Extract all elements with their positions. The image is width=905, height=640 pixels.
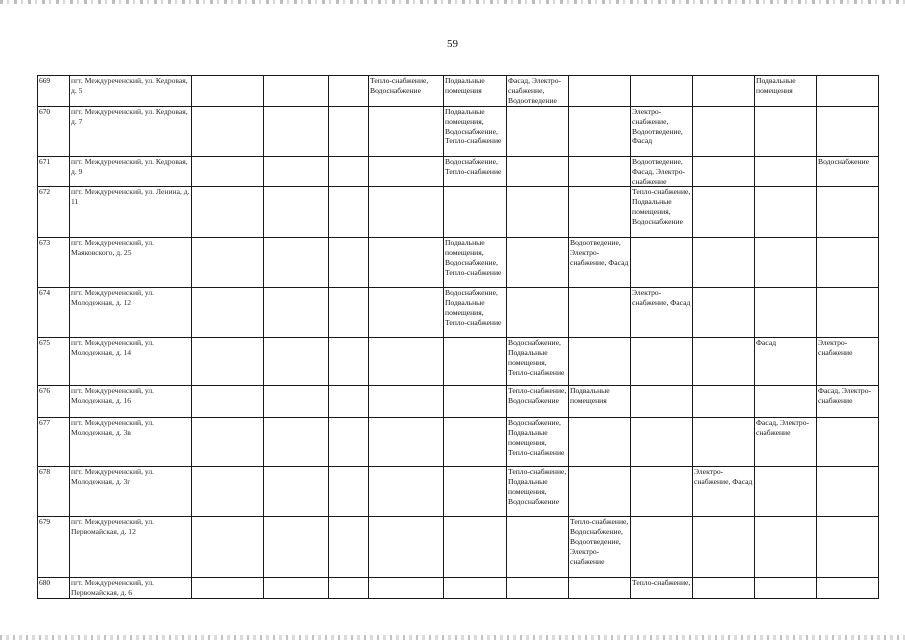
work-cell: Фасад, Электро-снабжение xyxy=(755,418,817,467)
row-number: 676 xyxy=(38,386,70,418)
work-cell xyxy=(631,386,693,418)
work-cell xyxy=(693,238,755,288)
work-cell xyxy=(369,467,444,517)
work-cell xyxy=(507,157,569,187)
work-cell xyxy=(264,578,329,599)
table-row xyxy=(38,107,879,157)
work-cell xyxy=(817,76,879,107)
work-cell xyxy=(329,238,369,288)
work-cell xyxy=(329,288,369,338)
work-cell xyxy=(192,157,264,187)
address-cell: пгт. Междуреченский, ул. Молодежная, д. 3г xyxy=(70,467,192,517)
table-row xyxy=(38,418,879,467)
work-cell xyxy=(264,238,329,288)
work-cell xyxy=(264,517,329,578)
table-row xyxy=(38,187,879,238)
work-cell xyxy=(693,187,755,238)
table-row xyxy=(38,157,879,187)
work-cell xyxy=(329,578,369,599)
work-cell xyxy=(569,157,631,187)
work-cell xyxy=(444,338,507,386)
work-cell xyxy=(329,418,369,467)
row-number: 673 xyxy=(38,238,70,288)
work-cell xyxy=(329,338,369,386)
work-cell xyxy=(507,517,569,578)
work-cell xyxy=(192,338,264,386)
scan-edge-bottom xyxy=(0,635,905,640)
work-cell xyxy=(569,107,631,157)
row-number: 669 xyxy=(38,76,70,107)
row-number: 678 xyxy=(38,467,70,517)
work-cell xyxy=(569,467,631,517)
address-cell: пгт. Междуреченский, ул. Первомайская, д. 6 xyxy=(70,578,192,599)
work-cell xyxy=(192,467,264,517)
work-cell xyxy=(192,386,264,418)
work-cell xyxy=(192,187,264,238)
address-cell: пгт. Междуреченский, ул. Кедровая, д. 5 xyxy=(70,76,192,107)
work-cell xyxy=(755,467,817,517)
row-number: 677 xyxy=(38,418,70,467)
work-cell: Электро-снабжение xyxy=(817,338,879,386)
address-cell: пгт. Междуреченский, ул. Молодежная, д. 12 xyxy=(70,288,192,338)
table-row xyxy=(38,238,879,288)
address-cell: пгт. Междуреченский, ул. Ленина, д. 11 xyxy=(70,187,192,238)
work-cell xyxy=(369,107,444,157)
work-cell xyxy=(817,238,879,288)
work-cell xyxy=(631,418,693,467)
work-cell xyxy=(755,578,817,599)
row-number: 674 xyxy=(38,288,70,338)
work-cell xyxy=(693,76,755,107)
address-cell: пгт. Междуреченский, ул. Маяковского, д. 25 xyxy=(70,238,192,288)
work-cell xyxy=(631,467,693,517)
row-number: 671 xyxy=(38,157,70,187)
work-cell: Водоотведение, Фасад, Электро-снабжение xyxy=(631,157,693,187)
work-cell xyxy=(817,288,879,338)
work-cell xyxy=(329,517,369,578)
address-cell: пгт. Междуреченский, ул. Молодежная, д. 16 xyxy=(70,386,192,418)
work-cell: Тепло-снабжение, Подвальные помещения, Водоснабжение xyxy=(507,467,569,517)
row-number: 679 xyxy=(38,517,70,578)
work-cell xyxy=(192,76,264,107)
work-cell xyxy=(369,418,444,467)
work-cell xyxy=(569,418,631,467)
table-row xyxy=(38,76,879,107)
work-cell: Фасад xyxy=(755,338,817,386)
work-cell xyxy=(444,386,507,418)
work-cell xyxy=(264,288,329,338)
table-row xyxy=(38,578,879,599)
work-cell xyxy=(693,338,755,386)
work-cell xyxy=(755,288,817,338)
repair-schedule-table xyxy=(37,75,879,599)
work-cell: Подвальные помещения xyxy=(569,386,631,418)
work-cell xyxy=(264,338,329,386)
work-cell xyxy=(369,338,444,386)
scan-edge-top xyxy=(0,0,905,4)
work-cell: Тепло-снабжение, Водоснабжение xyxy=(507,386,569,418)
work-cell: Подвальные помещения, Водоснабжение, Тепло-снабжение xyxy=(444,238,507,288)
address-cell: пгт. Междуреченский, ул. Молодежная, д. 3в xyxy=(70,418,192,467)
work-cell xyxy=(369,187,444,238)
table-row xyxy=(38,517,879,578)
address-cell: пгт. Междуреченский, ул. Кедровая, д. 9 xyxy=(70,157,192,187)
table-row xyxy=(38,467,879,517)
work-cell xyxy=(369,288,444,338)
work-cell xyxy=(264,76,329,107)
table-row xyxy=(38,386,879,418)
work-cell: Тепло-снабжение, Водоснабжение xyxy=(369,76,444,107)
work-cell xyxy=(264,386,329,418)
row-number: 680 xyxy=(38,578,70,599)
work-cell xyxy=(693,578,755,599)
work-cell xyxy=(369,238,444,288)
work-cell xyxy=(192,578,264,599)
work-cell xyxy=(444,187,507,238)
work-cell: Фасад, Электро-снабжение, Водоотведение xyxy=(507,76,569,107)
work-cell xyxy=(329,107,369,157)
work-cell: Водоснабжение xyxy=(817,157,879,187)
work-cell xyxy=(755,238,817,288)
work-cell: Водоотведение, Электро-снабжение, Фасад xyxy=(569,238,631,288)
work-cell xyxy=(507,238,569,288)
work-cell xyxy=(693,517,755,578)
work-cell: Подвальные помещения xyxy=(755,76,817,107)
work-cell xyxy=(755,517,817,578)
work-cell xyxy=(329,467,369,517)
row-number: 675 xyxy=(38,338,70,386)
work-cell xyxy=(569,288,631,338)
work-cell xyxy=(569,338,631,386)
work-cell xyxy=(631,517,693,578)
work-cell xyxy=(817,187,879,238)
work-cell xyxy=(369,157,444,187)
work-cell: Водоснабжение, Подвальные помещения, Тепло-снабжение xyxy=(507,418,569,467)
work-cell xyxy=(329,386,369,418)
work-cell xyxy=(264,157,329,187)
work-cell xyxy=(817,467,879,517)
work-cell: Электро-снабжение, Фасад xyxy=(631,288,693,338)
work-cell xyxy=(631,338,693,386)
work-cell xyxy=(755,157,817,187)
work-cell xyxy=(817,517,879,578)
work-cell: Водоснабжение, Подвальные помещения, Тепло-снабжение xyxy=(507,338,569,386)
work-cell: Тепло-снабжение, xyxy=(631,578,693,599)
work-cell xyxy=(264,107,329,157)
work-cell xyxy=(693,107,755,157)
row-number: 672 xyxy=(38,187,70,238)
work-cell xyxy=(817,107,879,157)
work-cell: Подвальные помещения xyxy=(444,76,507,107)
work-cell xyxy=(444,578,507,599)
table-row xyxy=(38,338,879,386)
work-cell xyxy=(192,517,264,578)
work-cell: Электро-снабжение, Водоотведение, Фасад xyxy=(631,107,693,157)
work-cell xyxy=(693,157,755,187)
work-cell xyxy=(329,187,369,238)
work-cell xyxy=(693,288,755,338)
work-cell: Тепло-снабжение, Подвальные помещения, Водоснабжение xyxy=(631,187,693,238)
work-cell: Тепло-снабжение, Водоснабжение, Водоотведение, Электро-снабжение xyxy=(569,517,631,578)
work-cell xyxy=(444,467,507,517)
work-cell xyxy=(755,187,817,238)
work-cell xyxy=(817,418,879,467)
address-cell: пгт. Междуреченский, ул. Кедровая, д. 7 xyxy=(70,107,192,157)
work-cell xyxy=(631,76,693,107)
work-cell xyxy=(507,187,569,238)
work-cell xyxy=(444,517,507,578)
work-cell xyxy=(369,386,444,418)
work-cell: Электро-снабжение, Фасад xyxy=(693,467,755,517)
work-cell xyxy=(631,238,693,288)
work-cell: Фасад, Электро-снабжение xyxy=(817,386,879,418)
address-cell: пгт. Междуреченский, ул. Молодежная, д. 14 xyxy=(70,338,192,386)
work-cell xyxy=(264,418,329,467)
work-cell xyxy=(192,418,264,467)
work-cell xyxy=(192,107,264,157)
work-cell xyxy=(264,467,329,517)
work-cell xyxy=(507,107,569,157)
work-cell xyxy=(192,238,264,288)
work-cell xyxy=(569,187,631,238)
work-cell xyxy=(817,578,879,599)
work-cell xyxy=(693,418,755,467)
work-cell: Водоснабжение, Тепло-снабжение xyxy=(444,157,507,187)
work-cell xyxy=(569,76,631,107)
work-cell xyxy=(755,386,817,418)
work-cell xyxy=(693,386,755,418)
table-body xyxy=(38,76,879,599)
work-cell: Подвальные помещения, Водоснабжение, Тепло-снабжение xyxy=(444,107,507,157)
table-row xyxy=(38,288,879,338)
work-cell xyxy=(444,418,507,467)
work-cell xyxy=(755,107,817,157)
work-cell xyxy=(369,517,444,578)
page-number: 59 xyxy=(447,38,458,50)
work-cell xyxy=(507,288,569,338)
work-cell xyxy=(507,578,569,599)
address-cell: пгт. Междуреченский, ул. Первомайская, д. 12 xyxy=(70,517,192,578)
work-cell xyxy=(264,187,329,238)
work-cell xyxy=(329,157,369,187)
work-cell xyxy=(569,578,631,599)
row-number: 670 xyxy=(38,107,70,157)
work-cell: Водоснабжение, Подвальные помещения, Тепло-снабжение xyxy=(444,288,507,338)
work-cell xyxy=(329,76,369,107)
work-cell xyxy=(192,288,264,338)
work-cell xyxy=(369,578,444,599)
